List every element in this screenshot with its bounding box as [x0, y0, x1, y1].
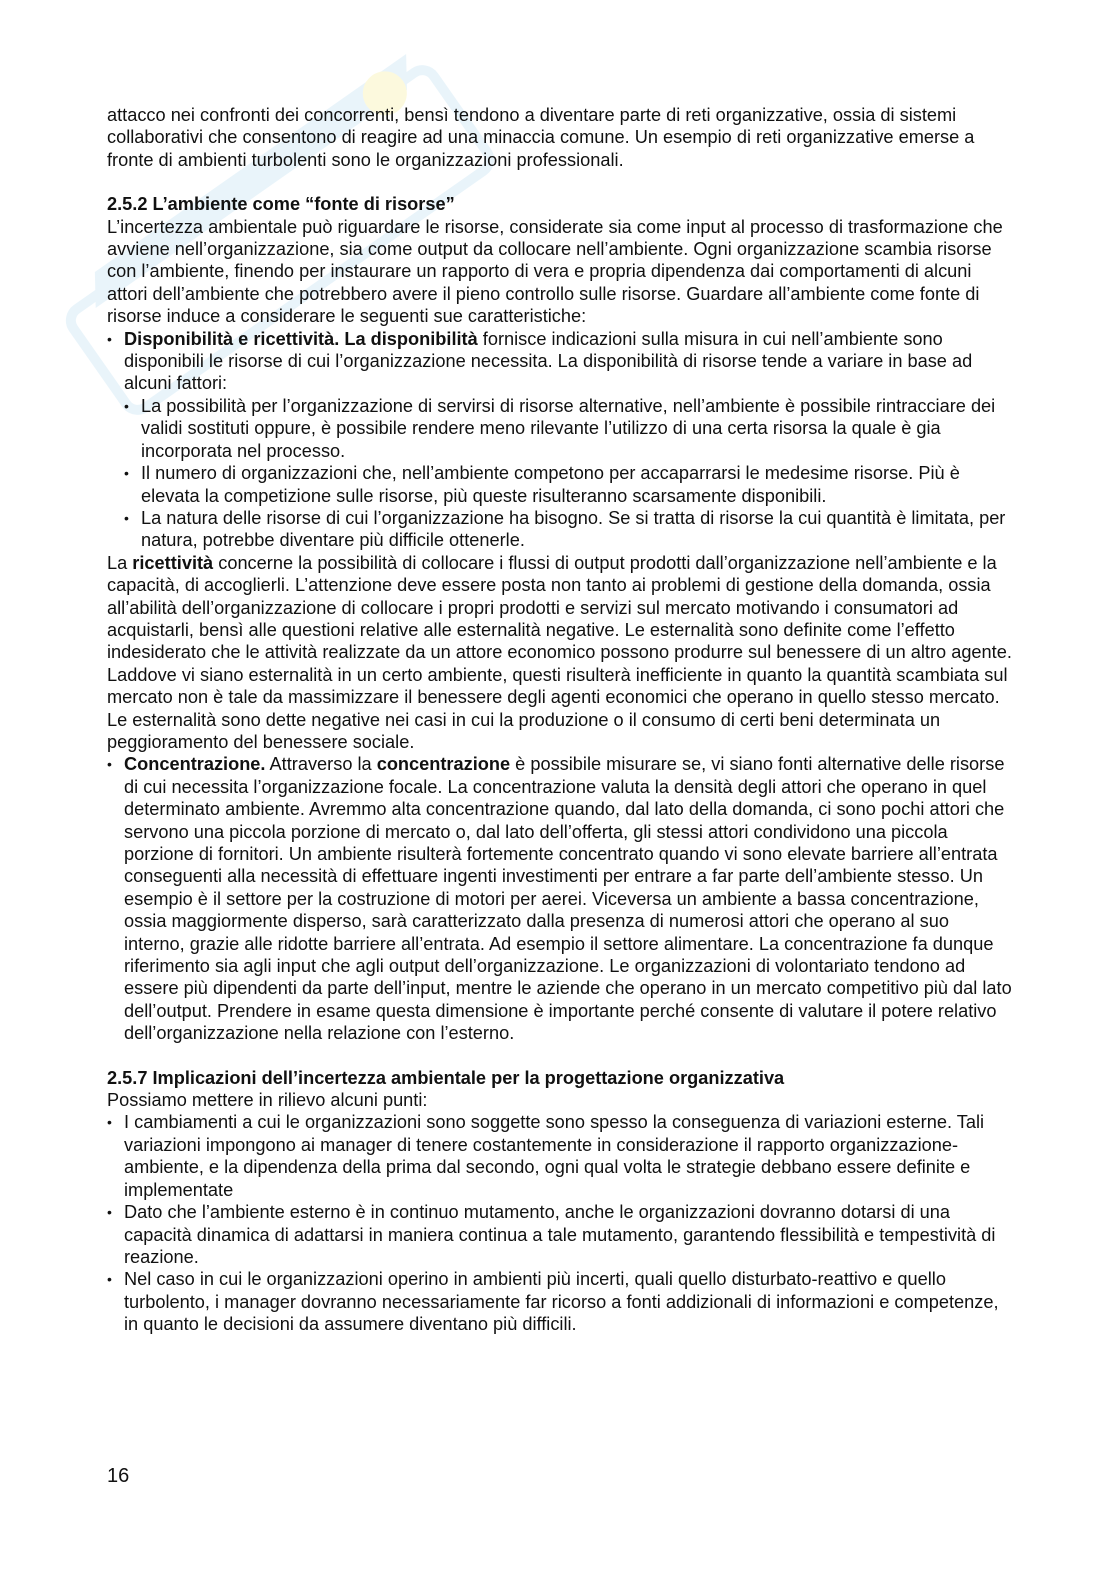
list-item: • Il numero di organizzazioni che, nell’ambiente competono per accaparrarsi le medesime risorse. Più è elevata la competizione sulle risorse, più queste risulteranno scarsamente disponibili.: [107, 462, 1012, 507]
list-item-disponibilita: [107, 328, 1012, 552]
intro-paragraph: attacco nei confronti dei concorrenti, bensì tendono a diventare parte di reti organizzative, ossia di sistemi collaborativi che consentono di reagire ad una minaccia comune. Un esempio di reti organizzative emerse a fronte di ambienti turbolenti sono le organizzazioni professionali.: [107, 105, 975, 170]
term-concentrazione-inline: concentrazione: [376, 754, 511, 775]
document-body: [107, 104, 1012, 1336]
characteristics-list: [107, 328, 1012, 552]
term-la-disponibilita: La disponibilità: [344, 328, 478, 349]
factors-list: [107, 395, 1012, 552]
section-2-5-7-intro: Possiamo mettere in rilievo alcuni punti:: [107, 1090, 428, 1111]
term-disponibilita-ricettivita: Disponibilità e ricettività.: [124, 328, 340, 349]
implications-list: [107, 1111, 1012, 1335]
list-item-concentrazione: [107, 753, 1012, 1044]
term-concentrazione: Concentrazione.: [124, 754, 266, 775]
list-item: • La natura delle risorse di cui l’organizzazione ha bisogno. Se si tratta di risorse la cui quantità è limitata, per natura, potrebbe diventare più difficile ottenerle.: [107, 507, 1012, 552]
page-number: 16: [107, 1465, 130, 1487]
disponibilita-text: fornisce indicazioni sulla misura in cui nell’ambiente sono disponibili le risorse di cui l’organizzazione necessita. La disponibilità di risorse tende a variare in base ad alcuni fattori:: [124, 328, 973, 394]
list-item: • Dato che l’ambiente esterno è in continuo mutamento, anche le organizzazioni dovranno dotarsi di una capacità dinamica di adattarsi in maniera continua a tale mutamento, garantendo flessibilità e tempestività di reazione.: [107, 1201, 1012, 1268]
list-item: • La possibilità per l’organizzazione di servirsi di risorse alternative, nell’ambiente è possibile rintracciare dei validi sostituti oppure, è possibile rendere meno rilevante l’utilizzo di una certa risorsa la quale è gia incorporata nel processo.: [107, 395, 1012, 462]
concentration-list: [107, 753, 1012, 1044]
ricettivita-paragraph: [107, 552, 1012, 754]
ricettivita-text: concerne la possibilità di collocare i flussi di output prodotti dall’organizzazione nell’ambiente e la capacità, di accoglierli. L’attenzione deve essere posta non tanto ai problemi di gestione della domanda, ossia all’abilità dell’organizzazione di collocare i propri prodotti e servizi sul mercato motivando i consumatori ad acquistarli, bensì alle questioni relative alle esternalità negative. Le esternalità sono definite come l’effetto indesiderato che le attività realizzate da un attore economico possono produrre sul benessere di un altro agente. Laddove vi siano esternalità in un certo ambiente, questi risulterà inefficiente in quanto la quantità scambiata sul mercato non è tale da massimizzare il benessere degli agenti economici che operano in quello stesso mercato. Le esternalità sono dette negative nei casi in cui la produzione o il consumo di certi beni determinata un peggioramento del benessere sociale.: [107, 552, 1012, 752]
concentrazione-text: è possibile misurare se, vi siano fonti alternative delle risorse di cui necessita l’organizzazione focale. La concentrazione valuta la densità degli attori che operano in quel determinato ambiente. Avremmo alta concentrazione quando, dal lato della domanda, ci sono pochi attori che servono una piccola porzione di mercato o, dal lato dell’offerta, gli stessi attori condividono una piccola porzione di fornitori. Un ambiente risulterà fortemente concentrato quando vi sono elevate barriere all’entrata conseguenti alla necessità di effettuare ingenti investimenti per entrare a far parte dell’ambiente stesso. Un esempio è il settore per la costruzione di motori per aerei. Viceversa un ambiente a bassa concentrazione, ossia maggiormente disperso, sarà caratterizzato dalla presenza di numerosi attori che operano al suo interno, grazie alle ridotte barriere all’entrata. Ad esempio il settore alimentare. La concentrazione fa dunque riferimento sia agli input che agli output dell’organizzazione. Le organizzazioni di volontariato tendono ad essere più dipendenti da parte dell’input, mentre le aziende che operano in un mercato competitivo più dal lato dell’output. Prendere in esame questa dimensione è importante perché consente di valutare il potere relativo dell’organizzazione nella relazione con l’esterno.: [124, 754, 1012, 1044]
ricettivita-prefix: La: [107, 552, 128, 573]
section-heading-2-5-7: 2.5.7 Implicazioni dell’incertezza ambientale per la progettazione organizzativa: [107, 1067, 785, 1088]
term-ricettivita: ricettività: [132, 552, 214, 573]
concentrazione-pre: Attraverso la: [269, 754, 372, 775]
section-heading-2-5-2: 2.5.2 L’ambiente come “fonte di risorse”: [107, 194, 455, 215]
section-2-5-2-body: L’incertezza ambientale può riguardare le risorse, considerate sia come input al processo di trasformazione che avviene nell’organizzazione, sia come output da collocare nell’ambiente. Ogni organizzazione scambia risorse con l’ambiente, finendo per instaurare un rapporto di vera e propria dipendenza dai comportamenti di alcuni attori dell’ambiente che potrebbero avere il pieno controllo sulle risorse. Guardare all’ambiente come fonte di risorse induce a considerare le seguenti sue caratteristiche:: [107, 216, 1003, 327]
list-item: • I cambiamenti a cui le organizzazioni sono soggette sono spesso la conseguenza di variazioni esterne. Tali variazioni impongono ai manager di tenere costantemente in considerazione il rapporto organizzazione-ambiente, e la dipendenza della prima dal secondo, ogni qual volta le strategie debbano essere definite e implementate: [107, 1111, 1012, 1201]
list-item: • Nel caso in cui le organizzazioni operino in ambienti più incerti, quali quello disturbato-reattivo e quello turbolento, i manager dovranno necessariamente far ricorso a fonti addizionali di informazioni e competenze, in quanto le decisioni da assumere diventano più difficili.: [107, 1268, 1012, 1335]
